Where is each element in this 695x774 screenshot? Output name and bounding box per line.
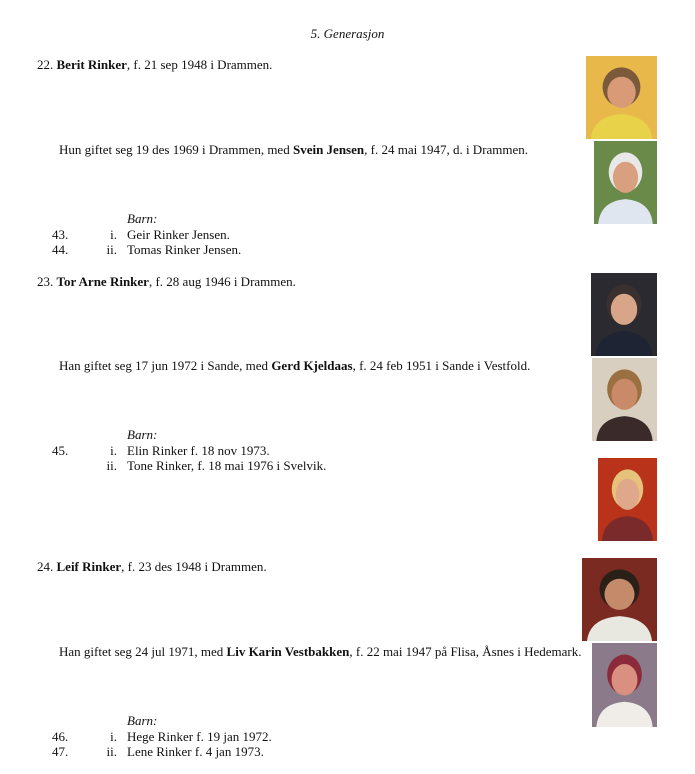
spouse-name: Liv Karin Vestbakken (226, 644, 350, 659)
photo-liv-karin-vestbakken (592, 643, 657, 727)
marriage-details: , f. 22 mai 1947 på Flisa, Åsnes i Hedemark. (349, 644, 582, 659)
children-label: Barn: (127, 211, 158, 226)
entry-number: 22. (37, 57, 54, 72)
person-details: , f. 23 des 1948 i Drammen. (121, 559, 267, 574)
photo-face (616, 479, 640, 510)
marriage-details: , f. 24 feb 1951 i Sande i Vestfold. (352, 358, 531, 373)
child-number: 45. (52, 443, 69, 458)
child-number: 47. (52, 744, 69, 759)
photo-face (611, 294, 637, 325)
photo-face (607, 77, 635, 108)
child-roman: i. (110, 729, 117, 744)
child-name: Lene Rinker f. 4 jan 1973. (127, 744, 264, 759)
spouse-name: Gerd Kjeldaas (271, 358, 353, 373)
entry-number: 24. (37, 559, 54, 574)
child-roman: ii. (106, 458, 117, 473)
photo-face (613, 162, 638, 193)
child-number: 46. (52, 729, 69, 744)
children-label: Barn: (127, 713, 158, 728)
marriage-text: Han giftet seg 24 jul 1971, med (59, 644, 227, 659)
child-name: Hege Rinker f. 19 jan 1972. (127, 729, 272, 744)
photo-berit-rinker (586, 56, 657, 139)
marriage-text: Han giftet seg 17 jun 1972 i Sande, med (59, 358, 272, 373)
photo-face (612, 379, 638, 410)
person-name: Leif Rinker (56, 559, 122, 574)
page-header: 5. Generasjon (310, 26, 385, 41)
child-name: Tomas Rinker Jensen. (127, 242, 242, 257)
person-details: , f. 21 sep 1948 i Drammen. (126, 57, 273, 72)
photo-tone-rinker (598, 458, 657, 541)
entry-22-line (37, 57, 272, 72)
photo-face (605, 579, 635, 610)
child-name: Elin Rinker f. 18 nov 1973. (127, 443, 270, 458)
child-name: Tone Rinker, f. 18 mai 1976 i Svelvik. (127, 458, 327, 473)
child-roman: i. (110, 443, 117, 458)
spouse-name: Svein Jensen (292, 142, 365, 157)
entry-23-line (37, 274, 296, 289)
marriage-details: , f. 24 mai 1947, d. i Drammen. (364, 142, 529, 157)
child-roman: ii. (106, 242, 117, 257)
entry-number: 23. (37, 274, 54, 289)
marriage-text: Hun giftet seg 19 des 1969 i Drammen, med (59, 142, 293, 157)
photo-leif-rinker (582, 558, 657, 641)
person-name: Berit Rinker (56, 57, 127, 72)
entry-24-marriage (59, 644, 582, 659)
photo-gerd-kjeldaas (592, 358, 657, 441)
entry-23-marriage (59, 358, 530, 373)
person-name: Tor Arne Rinker (56, 274, 149, 289)
child-roman: ii. (106, 744, 117, 759)
photo-svein-jensen (594, 141, 657, 224)
entry-22-marriage (59, 142, 528, 157)
child-number: 43. (52, 227, 69, 242)
person-details: , f. 28 aug 1946 i Drammen. (148, 274, 296, 289)
children-label: Barn: (127, 427, 158, 442)
photo-face (612, 664, 638, 696)
entry-24-line (37, 559, 267, 574)
child-name: Geir Rinker Jensen. (127, 227, 230, 242)
child-number: 44. (52, 242, 69, 257)
child-roman: i. (110, 227, 117, 242)
photo-tor-arne-rinker (591, 273, 657, 356)
